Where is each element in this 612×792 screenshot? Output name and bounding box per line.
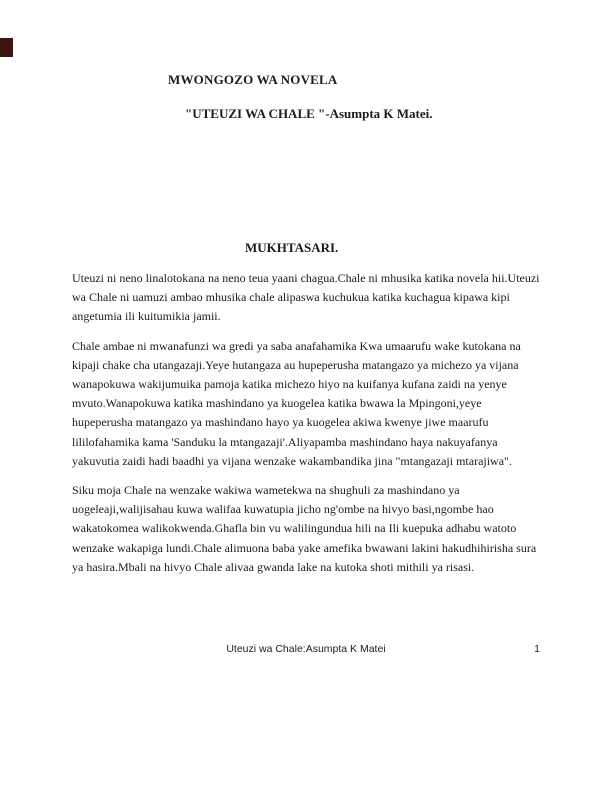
- page-number: 1: [534, 643, 540, 655]
- body-text: [72, 269, 540, 577]
- footer-text: Uteuzi wa Chale:Asumpta K Matei: [226, 643, 386, 655]
- paragraph: Chale ambae ni mwanafunzi wa gredi ya saba anafahamika Kwa umaarufu wake kutokana na kipaji chake cha utangazaji.Yeye hutangaza au hupeperusha matangazo ya michezo ya vijana wanapokuwa wakijumuika pamoja katika michezo hiyo na kuifanya kufana zaidi na yenye mvuto.Wanapokuwa katika mashindano ya kuogelea katika bwawa la Mpingoni,yeye hupeperusha matangazo ya mashindano hayo ya kuogelea akiwa kwenye jiwe maarufu lililofahamika kama 'Sanduku la mtangazaji'.Aliyapamba mashindano haya nakuyafanya yakuvutia zaidi hadi baadhi ya vijana wenzake wakambandika jina "mtangazaji mtarajiwa".: [72, 338, 521, 468]
- page-corner-mark: [0, 38, 13, 57]
- paragraph: Uteuzi ni neno linalotokana na neno teua yaani chagua.Chale ni mhusika katika novela hii.Uteuzi wa Chale ni uamuzi ambao mhusika chale alipaswa kuchukua katika kuchagua kipawa kipi angetumia ili kuitumikia jamii.: [72, 271, 540, 324]
- page-footer: [72, 643, 540, 659]
- paragraph: Siku moja Chale na wenzake wakiwa wametekwa na shughuli za mashindano ya uogeleaji,walijisahau kuwa walifaa kuwatupia jicho ng'ombe na hivyo basi,ngombe hao wakatokomea walikokwenda.Ghafla bin vu walilingundua hili na Ili kuepuka adhabu watoto wenzake wakapiga lundi.Chale alimuona baba yake amefika bwawani lakini hakudhihirisha sura ya hasira.Mbali na hivyo Chale alivaa gwanda lake na kutoka shoti mithili ya risasi.: [72, 483, 537, 574]
- document-title: MWONGOZO WA NOVELA: [168, 72, 338, 87]
- page-content: [0, 72, 612, 577]
- section-heading: MUKHTASARI.: [245, 240, 339, 255]
- document-subtitle: "UTEUZI WA CHALE "-Asumpta K Matei.: [185, 106, 433, 121]
